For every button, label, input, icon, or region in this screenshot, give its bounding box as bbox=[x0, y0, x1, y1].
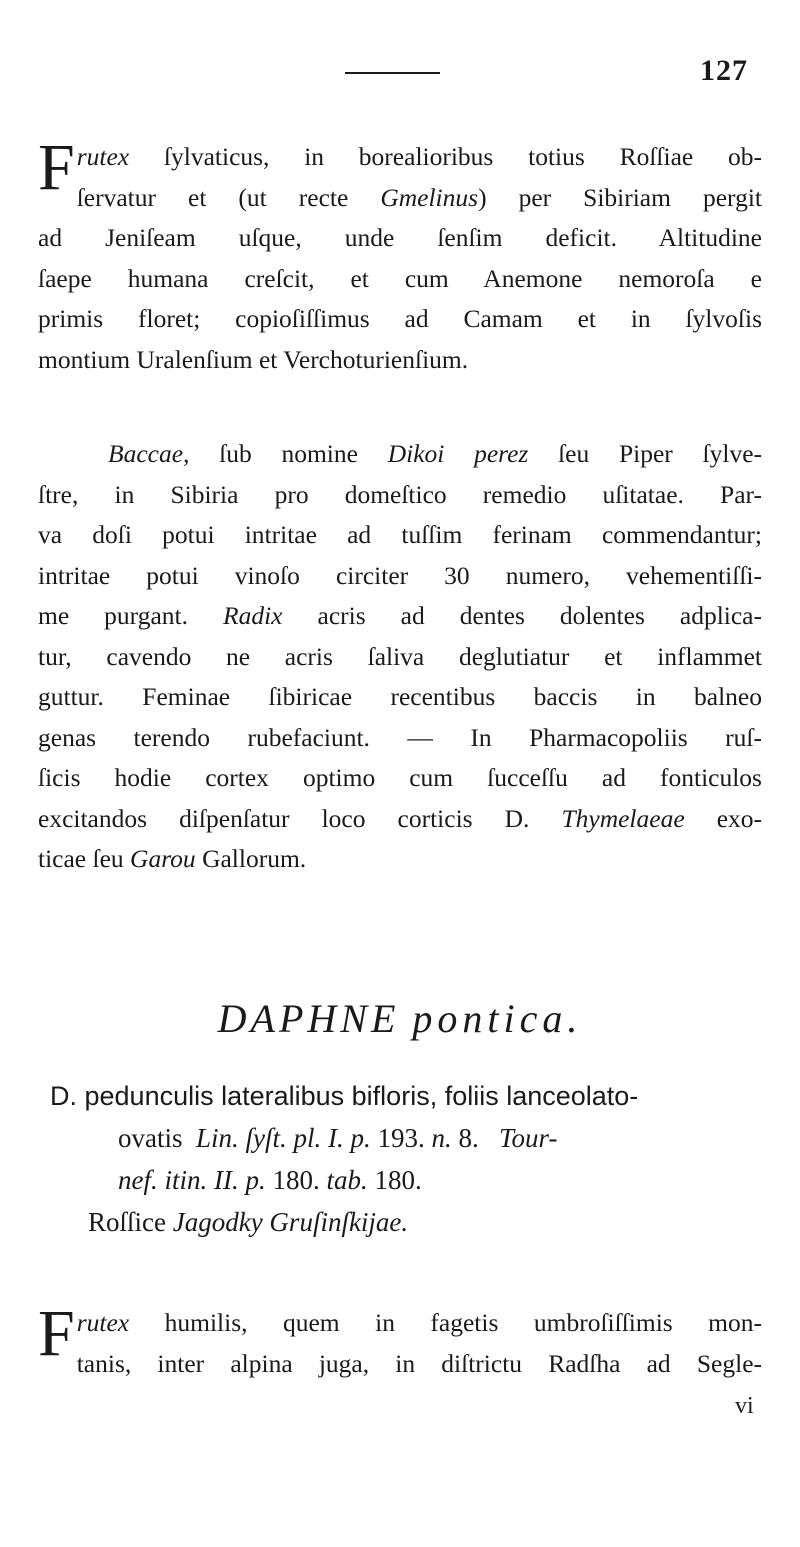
text-span: ovatis bbox=[118, 1123, 183, 1153]
italic-name: Garou bbox=[130, 844, 196, 873]
text-span: 193. bbox=[377, 1123, 425, 1153]
text-span: ſeu Piper ſylve- bbox=[558, 439, 763, 468]
catchword: vi bbox=[735, 1393, 754, 1419]
text-line bbox=[38, 596, 762, 637]
text-line bbox=[38, 137, 762, 178]
header-rule bbox=[345, 72, 440, 74]
genus-name: DAPHNE bbox=[217, 996, 400, 1041]
page-number: 127 bbox=[700, 54, 748, 87]
diagnosis-line bbox=[50, 1117, 770, 1159]
citation-ref: Lin. ſyſt. pl. I. p. bbox=[196, 1123, 371, 1153]
citation-ref: nef. itin. II. p. bbox=[118, 1165, 266, 1195]
text-line bbox=[38, 799, 762, 840]
text-span: ) per Sibiriam pergit bbox=[478, 182, 762, 212]
text-span: 8. bbox=[458, 1123, 479, 1153]
text-line: primis floret; copioſiſſimus ad Camam et in ſylvoſis bbox=[38, 304, 762, 333]
species-diagnosis bbox=[50, 1075, 770, 1243]
species-name: pontica. bbox=[412, 996, 583, 1041]
text-span: ſylvaticus, in borealioribus totius Roſſiae ob- bbox=[163, 142, 762, 171]
italic-name: Dikoi perez bbox=[387, 439, 529, 468]
diagnosis-line: D. pedunculis lateralibus bifloris, foliis lanceolato- bbox=[50, 1081, 639, 1111]
italic-name: Gmelinus bbox=[380, 182, 479, 212]
italic-word: rutex bbox=[76, 1308, 130, 1337]
section-heading bbox=[0, 995, 800, 1042]
drop-cap: F bbox=[38, 131, 75, 204]
text-line: guttur. Feminae ſibiricae recentibus baccis in balneo bbox=[38, 682, 762, 711]
text-line bbox=[38, 1303, 762, 1344]
text-line: va doſi potui intritae ad tuſſim ferinam commendantur; bbox=[38, 520, 762, 549]
text-line: montium Uralenſium et Verchoturienſium. bbox=[38, 344, 469, 374]
text-span: 180. bbox=[374, 1165, 422, 1195]
text-line: genas terendo rubefaciunt. — In Pharmacopoliis ruſ- bbox=[38, 722, 762, 752]
text-line: ſtre, in Sibiria pro domeſtico remedio uſitatae. Par- bbox=[38, 479, 762, 509]
italic-word: rutex bbox=[76, 142, 130, 171]
citation-ref: n. bbox=[431, 1123, 452, 1153]
text-span: exo- bbox=[716, 803, 763, 833]
paragraph-frutex-sylvaticus bbox=[38, 131, 762, 380]
text-line: intritae potui vinoſo circiter 30 numero, vehementiſſi- bbox=[38, 560, 762, 590]
citation-ref: Tour- bbox=[499, 1123, 558, 1153]
text-line bbox=[38, 178, 762, 219]
text-line: ad Jeniſeam uſque, unde ſenſim deficit. Altitudine bbox=[38, 223, 762, 252]
russian-name-line bbox=[50, 1201, 770, 1243]
text-span: excitandos diſpenſatur loco corticis D. bbox=[38, 803, 530, 833]
text-line: ſaepe humana creſcit, et cum Anemone nemoroſa e bbox=[38, 263, 762, 293]
paragraph-baccae bbox=[38, 434, 762, 880]
italic-name: Thymelaeae bbox=[561, 803, 685, 833]
text-line: tur, cavendo ne acris ſaliva deglutiatur et inflammet bbox=[38, 641, 762, 671]
text-span: ſervatur et (ut recte bbox=[76, 182, 349, 212]
text-span: acris ad dentes dolentes adplica- bbox=[317, 601, 762, 630]
russian-name: Jagodky Gruſinſkijae. bbox=[172, 1207, 409, 1237]
text-line: ſicis hodie cortex optimo cum ſucceſſu ad fonticulos bbox=[38, 763, 762, 792]
text-span: Roſſice bbox=[88, 1207, 166, 1237]
text-line bbox=[38, 839, 762, 880]
text-span: 180. bbox=[272, 1165, 320, 1195]
drop-cap: F bbox=[38, 1297, 75, 1370]
italic-word: Baccae, bbox=[108, 439, 190, 468]
text-span: humilis, quem in fagetis umbroſiſſimis mon- bbox=[164, 1308, 763, 1337]
text-line bbox=[38, 434, 762, 475]
italic-word: Radix bbox=[223, 601, 283, 630]
text-span: Gallorum. bbox=[202, 844, 307, 873]
text-line: tanis, inter alpina juga, in diſtrictu Radſha ad Segle- bbox=[76, 1348, 762, 1378]
text-span: ſub nomine bbox=[219, 439, 358, 468]
text-span: me purgant. bbox=[38, 601, 188, 630]
diagnosis-line bbox=[50, 1159, 770, 1201]
text-span: ticae ſeu bbox=[38, 844, 124, 873]
citation-ref: tab. bbox=[326, 1165, 368, 1195]
paragraph-frutex-humilis bbox=[38, 1297, 763, 1384]
